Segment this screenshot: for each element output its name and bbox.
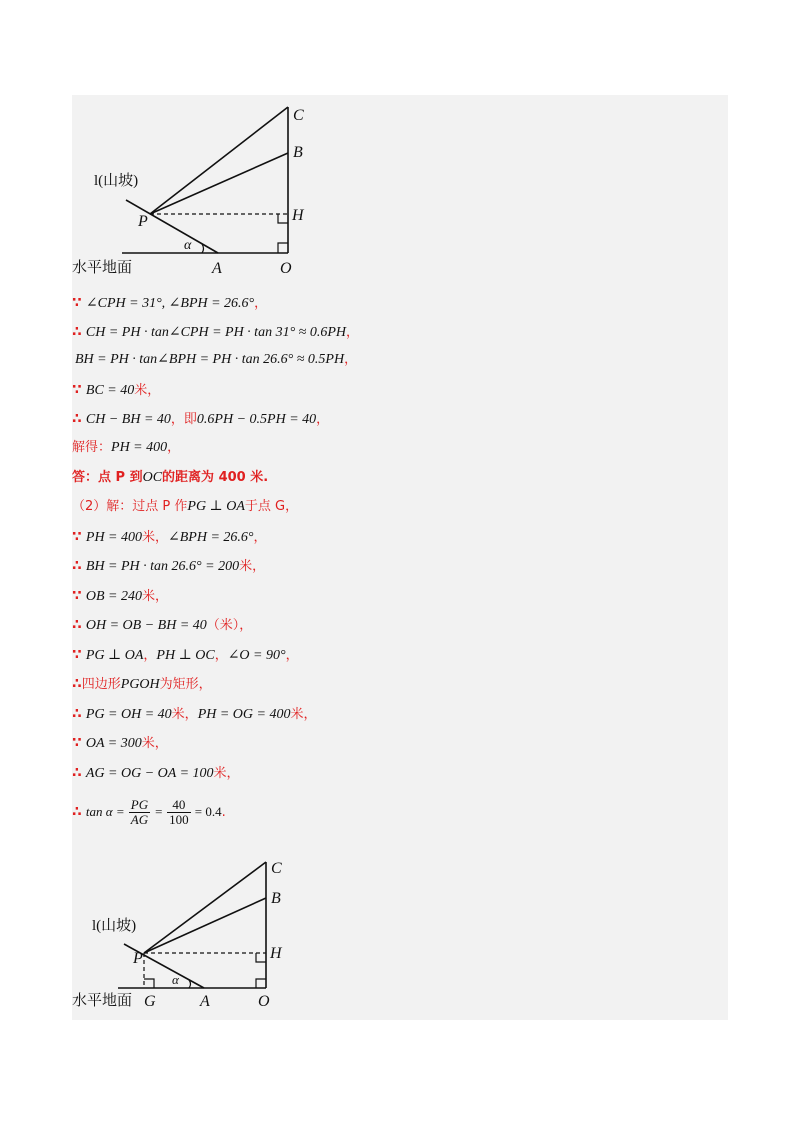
figure-1-svg [72,95,728,280]
right-angle-h-2 [256,953,266,962]
right-angle-g [144,979,154,988]
step-5: ∴ CH − BH = 40，即0.6PH − 0.5PH = 40， [72,411,330,427]
label-a-2: A [200,993,210,1010]
right-angle-h [278,214,288,223]
label-alpha-2: α [172,972,179,987]
step-4: ∵ BC = 40米， [72,382,161,398]
right-angle-o-2 [256,979,266,988]
label-b: B [293,144,303,161]
label-g: G [144,993,156,1010]
figure-2-svg [72,850,728,1020]
step-7: ∵ PH = 400米，∠BPH = 26.6°， [72,529,267,545]
label-o: O [280,260,292,277]
step-14: ∵ OA = 300米， [72,735,168,751]
fraction-pg-ag: $\frac{PG}{AG}$ [130,797,149,827]
step-13: ∴ PG = OH = 40米，PH = OG = 400米， [72,706,317,722]
line-pb [150,153,288,214]
step-6: 解得：PH = 400， [72,440,181,455]
step-15: ∴ AG = OG − OA = 100米， [72,765,240,781]
label-p-2: P [133,950,143,967]
label-alpha: α [184,238,192,253]
line-pc-2 [144,862,266,953]
step-11: ∵ PG ⊥ OA，PH ⊥ OC，∠O = 90°， [72,647,299,663]
label-a: A [212,260,222,277]
label-h-2: H [270,945,282,962]
step-2: ∴ CH = PH · tan∠CPH = PH · tan 31° ≈ 0.6PH， [72,324,360,340]
step-9: ∵ OB = 240米， [72,588,169,604]
label-slope-2: l(山坡) [92,918,137,934]
label-c-2: C [271,860,282,877]
step-8: ∴ BH = PH · tan 26.6° = 200米， [72,558,266,574]
line-pb-2 [144,898,266,953]
part-2-intro: （2）解：过点 P 作PG ⊥ OA于点 G， [72,499,299,514]
line-pc [150,107,288,214]
final-line: ∴ tan α = $\frac{PG}{AG}$ = $\frac{40}{100}$ = 0.4. [72,797,226,827]
label-p: P [138,213,148,230]
step-10: ∴ OH = OB − BH = 40（米）， [72,617,253,633]
angle-alpha-arc-2 [189,980,191,988]
step-12: ∴四边形PGOH为矩形， [72,676,212,692]
right-angle-o [278,243,288,253]
label-o-2: O [258,993,270,1010]
label-b-2: B [271,890,281,907]
angle-alpha-arc [202,244,204,253]
fraction-40-100: $\frac{40}{100}$ [169,797,189,827]
step-1: ∵ ∠CPH = 31°, ∠BPH = 26.6°， [72,295,268,311]
label-slope: l(山坡) [94,173,139,189]
label-h: H [292,207,304,224]
figure-1 [72,95,728,280]
label-c: C [293,107,304,124]
figure-2 [72,850,728,1020]
step-3: BH = PH · tan∠BPH = PH · tan 26.6° ≈ 0.5PH， [75,352,358,367]
label-ground: 水平地面 [72,260,133,276]
answer-line: 答：点 P 到OC的距离为 400 米. [72,470,269,485]
content-panel [72,95,728,1020]
label-ground-2: 水平地面 [72,993,133,1009]
